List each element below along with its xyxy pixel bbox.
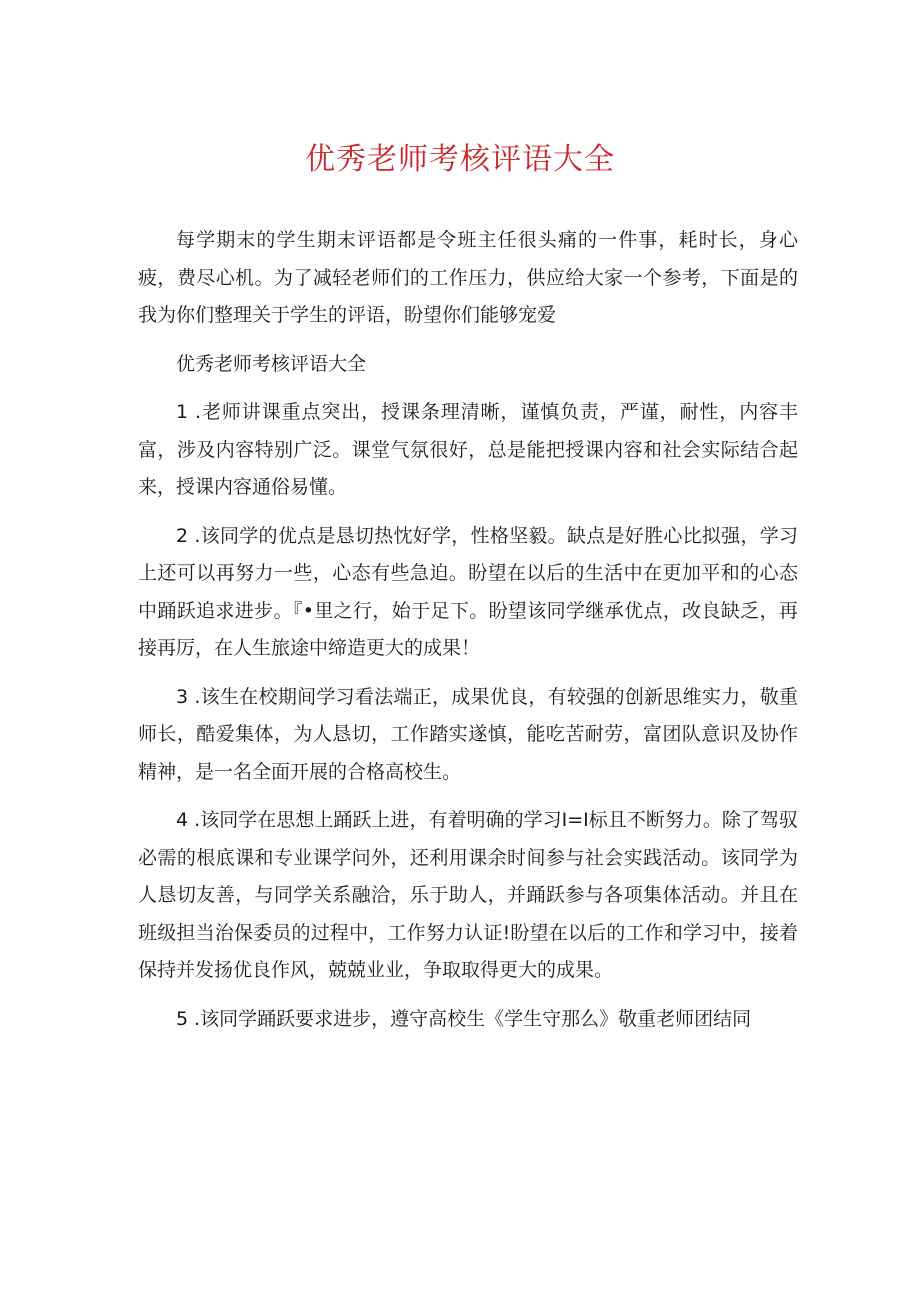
intro-paragraph: 每学期末的学生期末评语都是令班主任很头痛的一件事，耗时长，身心疲，费尽心机。为了减轻老师们的工作压力，供应给大家一个参考，下面是的我为你们整理关于学生的评语，盼望你们能够宠爱 <box>138 229 798 326</box>
document-body <box>138 222 798 1049</box>
comment-item-1: 1 .老师讲课重点突出，授课条理清晰，谨慎负责，严谨，耐性，内容丰富，涉及内容特别广泛。课堂气氛很好，总是能把授课内容和社会实际结合起来，授课内容通俗易懂。 <box>138 401 798 498</box>
document-title: 优秀老师考核评语大全 <box>305 142 615 177</box>
section-heading: 优秀老师考核评语大全 <box>176 352 367 375</box>
comment-item-3: 3 .该生在校期间学习看法端正，成果优良，有较强的创新思维实力，敬重师长，酷爱集体，为人恳切，工作踏实遂慎，能吃苦耐劳，富团队意识及协作精神，是一名全面开展的合格高校生。 <box>138 685 798 783</box>
comment-item-4: 4 .该同学在思想上踊跃上进，有着明确的学习I=I标且不断努力。除了驾驭必需的根底课和专业课学问外，还利用课余时间参与社会实践活动。该同学为人恳切友善，与同学关系融洽，乐于助人，并踊跃参与各项集体活动。并且在班级担当治保委员的过程中，工作努力认证!盼望在以后的工作和学习中，接着保持并发扬优良作风，兢兢业业，争取取得更大的成果。 <box>138 809 798 981</box>
comment-item-2: 2 .该同学的优点是恳切热忱好学，性格坚毅。缺点是好胜心比拟强，学习上还可以再努力一些，心态有些急迫。盼望在以后的生活中在更加平和的心态中踊跃追求进步。『•里之行，始于足下。盼望该同学继承优点，改良缺乏，再接再厉，在人生旅途中缔造更大的成果！ <box>138 524 798 659</box>
comment-item-5: 5 .该同学踊跃要求进步，遵守高校生《学生守那么》敬重老师团结同 <box>176 1007 752 1030</box>
